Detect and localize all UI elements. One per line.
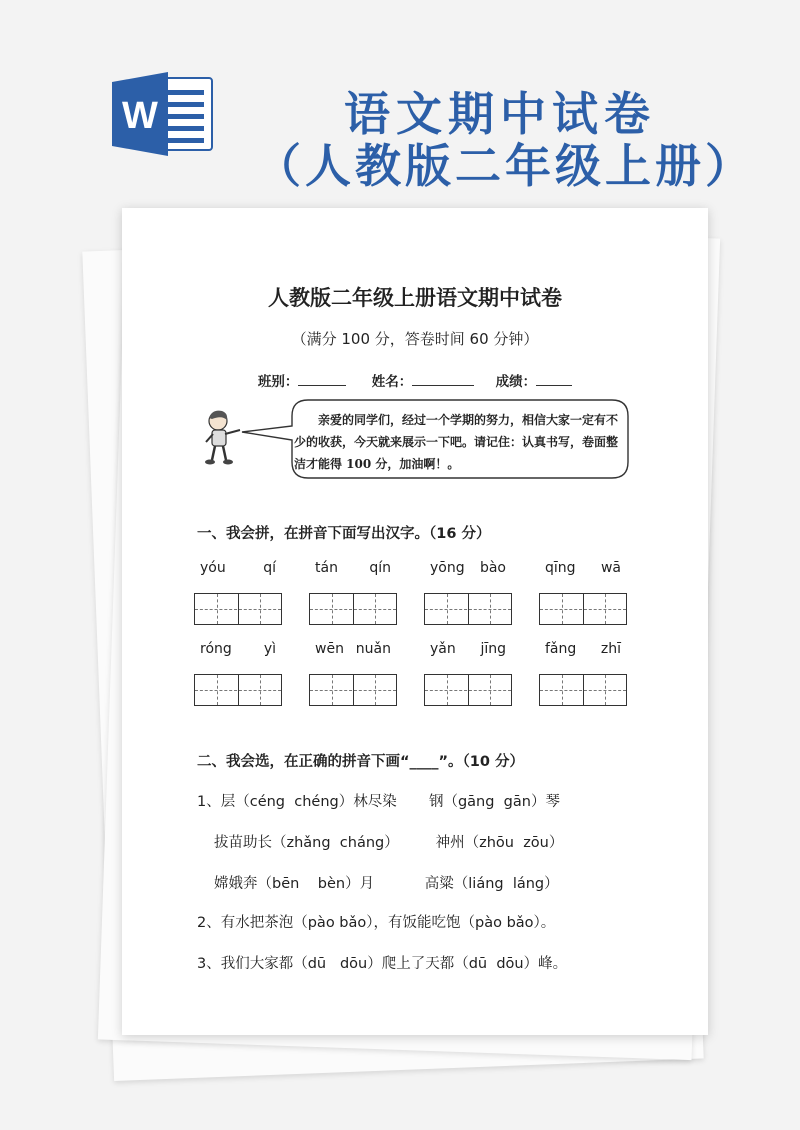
pinyin-pair — [545, 560, 621, 576]
pinyin-pair — [545, 641, 621, 657]
pinyin-syllable: jīng — [480, 641, 506, 657]
writing-grid-box[interactable] — [539, 593, 627, 625]
writing-grid-box[interactable] — [424, 593, 512, 625]
writing-grid-box[interactable] — [194, 674, 282, 706]
banner-title: 语文期中试卷 — [344, 87, 656, 141]
exam-title: 人教版二年级上册语文期中试卷 — [268, 286, 562, 310]
section2-heading: 二、我会选，在正确的拼音下画“____”。（10 分） — [197, 754, 525, 770]
pinyin-pair — [430, 560, 506, 576]
question-line: 嫦娥奔（bēn bèn）月 高粱（liáng láng） — [214, 876, 559, 892]
pinyin-pair — [315, 641, 391, 657]
class-blank[interactable] — [298, 373, 346, 386]
pinyin-syllable: zhī — [600, 641, 621, 657]
writing-grid-box[interactable] — [309, 593, 397, 625]
word-logo-letter: W — [122, 95, 158, 137]
bubble-message: 亲爱的同学们，经过一个学期的努力，相信大家一定有不少的收获，今天就来展示一下吧。请记住：认真书写，卷面整洁才能得 100 分，加油啊！。 — [294, 413, 619, 471]
writing-grid-box[interactable] — [539, 674, 627, 706]
writing-grid-box[interactable] — [309, 674, 397, 706]
section1-heading: 一、我会拼，在拼音下面写出汉字。（16 分） — [197, 526, 491, 542]
pinyin-syllable: yǎn — [430, 641, 456, 657]
question-line: 1、层（céng chéng）林尽染 钢（gāng gān）琴 — [197, 794, 560, 810]
exam-sheet — [122, 208, 708, 1035]
pinyin-pair — [430, 641, 506, 657]
question-line: 拔苗助长（zhǎng cháng） 神州（zhōu zōu） — [214, 835, 564, 851]
word-logo-icon — [110, 70, 215, 158]
pinyin-syllable: bào — [479, 560, 506, 576]
pinyin-syllable: qín — [369, 560, 391, 576]
name-label: 姓名： — [371, 374, 413, 390]
exam-subtitle: （满分 100 分，答卷时间 60 分钟） — [291, 330, 539, 348]
question-line: 3、我们大家都（dū dōu）爬上了天都（dū dōu）峰。 — [197, 956, 568, 972]
pinyin-syllable: yì — [263, 641, 276, 657]
name-blank[interactable] — [412, 373, 474, 386]
score-label: 成绩： — [495, 374, 537, 390]
student-info-row — [122, 370, 708, 390]
pinyin-syllable: wā — [600, 560, 621, 576]
pinyin-syllable: fǎng — [545, 641, 577, 657]
writing-grid-box[interactable] — [194, 593, 282, 625]
pinyin-pair — [200, 641, 276, 657]
pinyin-syllable: nuǎn — [355, 641, 391, 657]
pinyin-syllable: yóu — [200, 560, 226, 576]
pinyin-syllable: qīng — [545, 560, 576, 576]
pinyin-pair — [200, 560, 276, 576]
banner-subtitle: （人教版二年级上册） — [255, 139, 755, 193]
writing-grid-box[interactable] — [424, 674, 512, 706]
class-label: 班别： — [257, 374, 299, 390]
pinyin-syllable: yōng — [430, 560, 465, 576]
score-blank[interactable] — [536, 373, 572, 386]
pinyin-syllable: qí — [263, 560, 276, 576]
pinyin-pair — [315, 560, 391, 576]
question-line: 2、有水把茶泡（pào bǎo），有饭能吃饱（pào bǎo）。 — [197, 915, 556, 931]
pinyin-syllable: róng — [200, 641, 232, 657]
pinyin-syllable: wēn — [315, 641, 344, 657]
pinyin-syllable: tán — [315, 560, 338, 576]
